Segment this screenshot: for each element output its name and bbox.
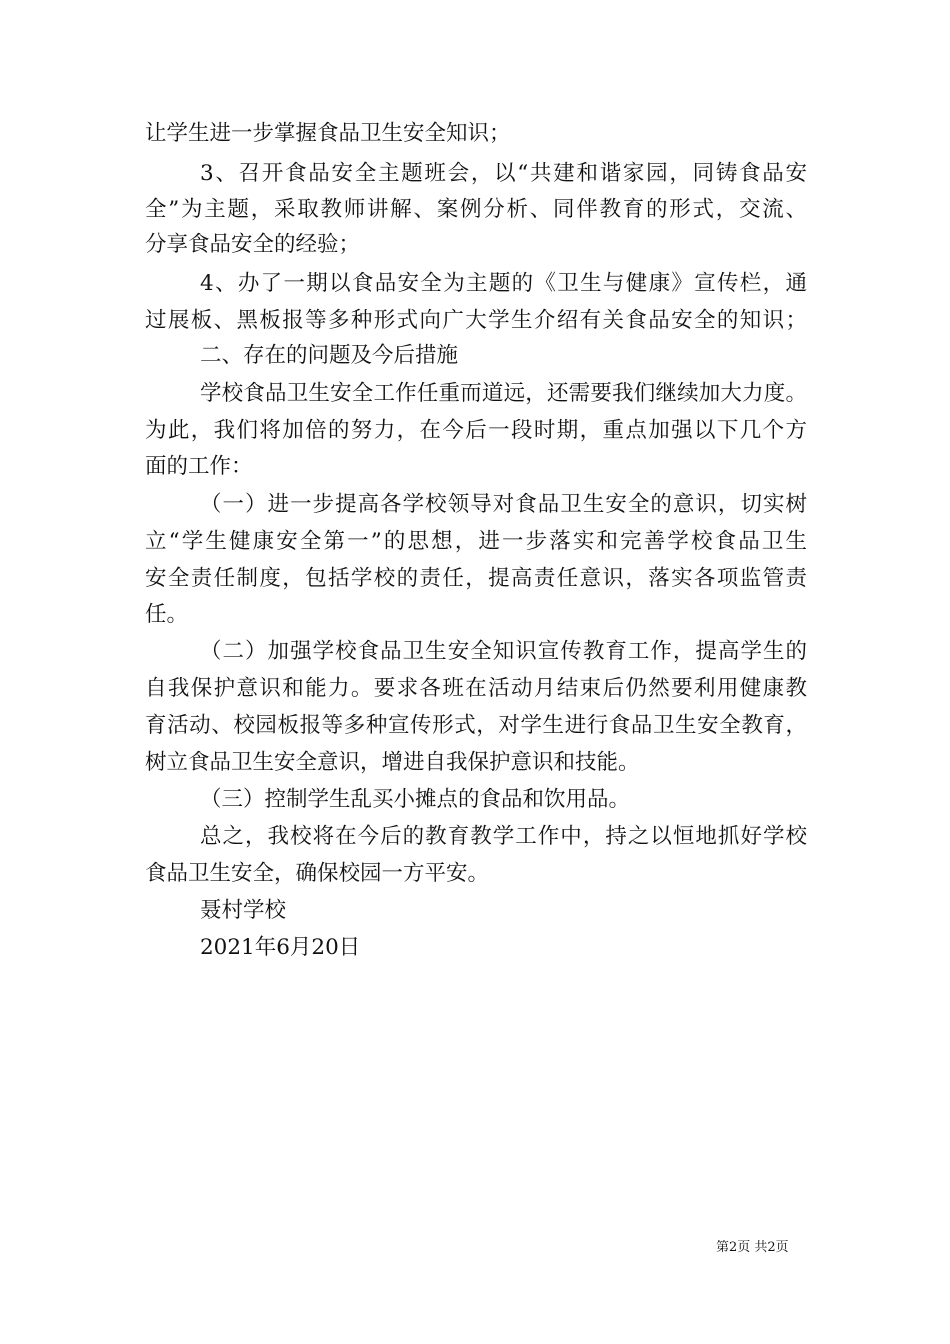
body-line: 自我保护意识和能力。要求各班在活动月结束后仍然要利用健康教 — [145, 676, 807, 701]
section-heading: 二、存在的问题及今后措施 — [200, 343, 459, 368]
body-line: 树立食品卫生安全意识，增进自我保护意识和技能。 — [145, 750, 640, 775]
body-line: 面的工作： — [145, 454, 253, 479]
body-line: 分享食品安全的经验； — [145, 232, 361, 257]
body-line: 学校食品卫生安全工作任重而道远，还需要我们继续加大力度。 — [200, 381, 807, 406]
body-line: 3、召开食品安全主题班会，以“共建和谐家园，同铸食品安 — [200, 161, 807, 186]
body-line: 让学生进一步掌握食品卫生安全知识； — [145, 121, 511, 146]
signature-date: 2021年6月20日 — [200, 935, 361, 960]
body-line: 过展板、黑板报等多种形式向广大学生介绍有关食品安全的知识； — [145, 308, 807, 333]
body-line: 任。 — [145, 602, 189, 627]
body-line: 4、办了一期以食品安全为主题的《卫生与健康》宣传栏，通 — [200, 271, 807, 296]
body-line: 总之，我校将在今后的教育教学工作中，持之以恒地抓好学校 — [200, 824, 807, 849]
body-line: （一）进一步提高各学校领导对食品卫生安全的意识，切实树 — [200, 492, 807, 517]
body-line: 为此，我们将加倍的努力，在今后一段时期，重点加强以下几个方 — [145, 418, 807, 443]
signature-name: 聂村学校 — [200, 898, 287, 923]
body-line: （三）控制学生乱买小摊点的食品和饮用品。 — [200, 787, 631, 812]
body-line: 食品卫生安全，确保校园一方平安。 — [145, 861, 490, 886]
body-line: 立“学生健康安全第一”的思想，进一步落实和完善学校食品卫生 — [145, 529, 807, 554]
body-line: 全”为主题，采取教师讲解、案例分析、同伴教育的形式，交流、 — [145, 197, 807, 222]
body-line: 育活动、校园板报等多种宣传形式，对学生进行食品卫生安全教育， — [145, 713, 807, 738]
page-number: 第2页 共2页 — [716, 1240, 789, 1255]
body-line: 安全责任制度，包括学校的责任，提高责任意识，落实各项监管责 — [145, 566, 807, 591]
body-line: （二）加强学校食品卫生安全知识宣传教育工作，提高学生的 — [200, 639, 807, 664]
